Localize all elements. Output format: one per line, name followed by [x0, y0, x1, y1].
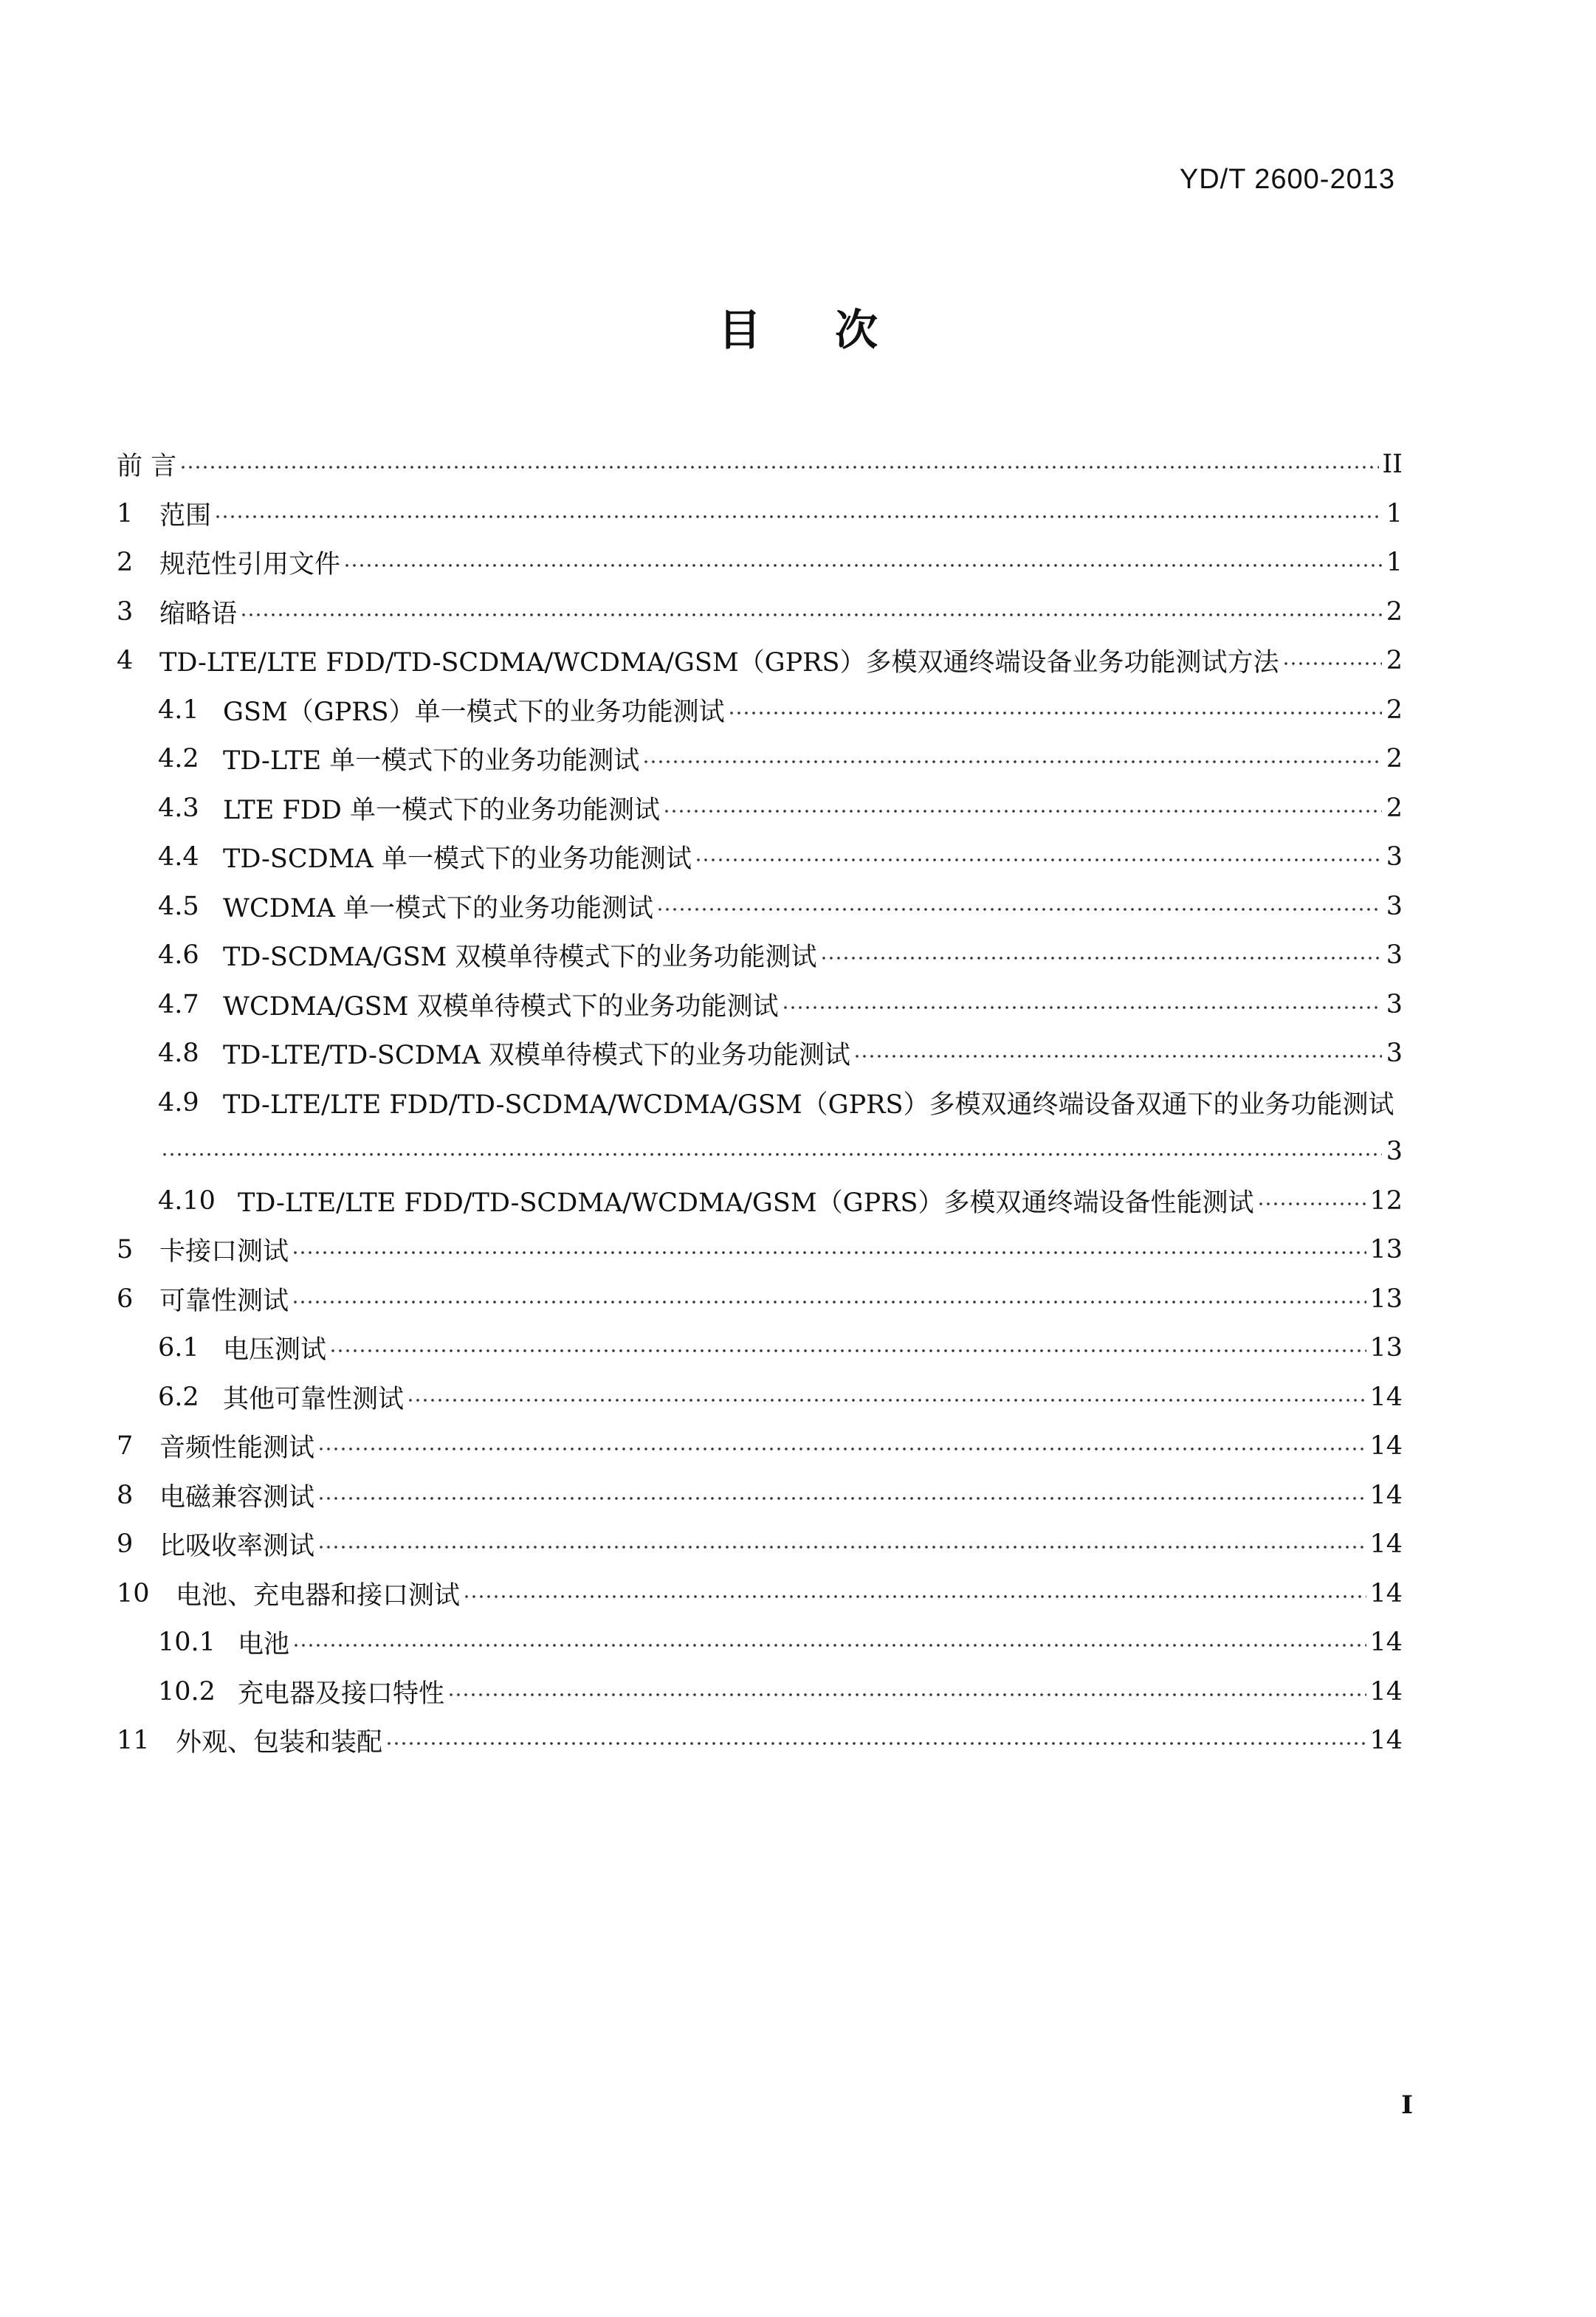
- toc-entry-number: 10.2: [158, 1676, 216, 1707]
- toc-entry-page: 14: [1369, 1578, 1403, 1608]
- dot-leader: [782, 1005, 1382, 1010]
- toc-entry-number: 4: [117, 646, 134, 676]
- toc-entry-4-2[interactable]: [117, 734, 1403, 784]
- toc-entry-number: 7: [117, 1431, 134, 1462]
- toc-entry-4-5[interactable]: [117, 882, 1403, 932]
- toc-entry-title: TD-SCDMA 单一模式下的业务功能测试: [223, 844, 692, 875]
- dot-leader: [317, 1496, 1366, 1501]
- toc-entry-6[interactable]: [117, 1275, 1403, 1324]
- toc-entry-page: 3: [1386, 1039, 1403, 1069]
- toc-entry-title: 前 言: [117, 452, 177, 482]
- toc-entry-page: 14: [1369, 1480, 1403, 1510]
- toc-entry-7[interactable]: [117, 1422, 1403, 1471]
- toc-entry-title: TD-SCDMA/GSM 双模单待模式下的业务功能测试: [223, 943, 817, 973]
- toc-entry-number: 4.4: [158, 842, 199, 872]
- toc-entry-page: 14: [1369, 1676, 1403, 1707]
- toc-entry-number: 6.1: [158, 1333, 199, 1363]
- toc-entry-number: 6: [117, 1284, 134, 1314]
- toc-entry-page: 13: [1369, 1333, 1403, 1363]
- toc-entry-title: 外观、包装和装配: [176, 1728, 383, 1758]
- toc-entry-4-6[interactable]: [117, 931, 1403, 980]
- toc-entry-title: 电磁兼容测试: [159, 1482, 315, 1512]
- dot-leader: [1282, 661, 1382, 666]
- toc-entry-11[interactable]: [117, 1716, 1403, 1766]
- toc-entry-title: TD-LTE/LTE FDD/TD-SCDMA/WCDMA/GSM（GPRS）多模双通终端设备性能测试: [238, 1188, 1254, 1218]
- dot-leader: [317, 1545, 1366, 1549]
- toc-entry-number: 4.6: [158, 940, 199, 971]
- dot-leader: [292, 1250, 1366, 1255]
- toc-entry-page: 13: [1369, 1235, 1403, 1265]
- toc-entry-9[interactable]: [117, 1520, 1403, 1569]
- toc-entry-4-10[interactable]: [117, 1177, 1403, 1226]
- toc-entry-title: 缩略语: [159, 599, 238, 629]
- toc-entry-title: 音频性能测试: [159, 1433, 315, 1464]
- toc-entry-page: 2: [1386, 793, 1403, 823]
- toc-entry-number: 6.2: [158, 1382, 199, 1412]
- toc-entry-4[interactable]: [117, 636, 1403, 686]
- toc-entry-number: 4.3: [158, 793, 199, 823]
- dot-leader: [240, 613, 1382, 617]
- dot-leader: [292, 1643, 1366, 1648]
- toc-entry-8[interactable]: [117, 1471, 1403, 1521]
- toc-entry-number: 10: [117, 1578, 150, 1608]
- toc-entry-number: 4.9: [158, 1087, 199, 1118]
- toc-entry-4-4[interactable]: [117, 833, 1403, 882]
- toc-entry-title: 比吸收率测试: [159, 1532, 315, 1562]
- toc-entry-4-8[interactable]: [117, 1029, 1403, 1078]
- toc-entry-title: 其他可靠性测试: [223, 1384, 405, 1414]
- toc-entry-4-3[interactable]: [117, 784, 1403, 833]
- dot-leader: [853, 1054, 1382, 1058]
- toc-entry-6-1[interactable]: [117, 1323, 1403, 1373]
- toc-entry-2[interactable]: [117, 538, 1403, 588]
- toc-entry-1[interactable]: [117, 489, 1403, 539]
- dot-leader: [292, 1300, 1366, 1304]
- toc-entry-page: 1: [1386, 498, 1403, 529]
- toc-entry-10-2[interactable]: [117, 1667, 1403, 1717]
- dot-leader: [695, 858, 1382, 862]
- toc-entry-page: 1: [1386, 548, 1403, 578]
- toc-entry-number: 3: [117, 596, 134, 627]
- dot-leader: [663, 809, 1382, 813]
- dot-leader: [656, 907, 1382, 912]
- dot-leader: [407, 1398, 1366, 1402]
- toc-entry-10-1[interactable]: [117, 1618, 1403, 1667]
- toc-entry-page: 3: [1386, 842, 1403, 872]
- toc-entry-number: 4.10: [158, 1185, 216, 1216]
- toc-entry-title: 可靠性测试: [159, 1286, 289, 1316]
- toc-entry-4-7[interactable]: [117, 980, 1403, 1030]
- dot-leader: [463, 1594, 1366, 1599]
- toc-entry-title: GSM（GPRS）单一模式下的业务功能测试: [223, 697, 725, 727]
- toc-entry-title: TD-LTE/LTE FDD/TD-SCDMA/WCDMA/GSM（GPRS）多模双通终端设备双通下的业务功能测试: [223, 1089, 1394, 1120]
- toc-entry-page: 2: [1386, 646, 1403, 676]
- toc-entry-page: 2: [1386, 744, 1403, 774]
- toc-entry-page: 12: [1369, 1185, 1403, 1216]
- toc-entry-title: 电池、充电器和接口测试: [176, 1580, 461, 1611]
- dot-leader: [161, 1152, 1382, 1157]
- toc-title: 目次: [718, 305, 952, 355]
- toc-entry-page: 14: [1369, 1529, 1403, 1560]
- toc-entry-number: 4.5: [158, 891, 199, 921]
- toc-entry-4-1[interactable]: [117, 686, 1403, 735]
- toc-entry-5[interactable]: [117, 1225, 1403, 1275]
- toc-entry-page: 3: [1386, 940, 1403, 971]
- toc-entry-page: 3: [1386, 1137, 1403, 1167]
- dot-leader: [447, 1693, 1366, 1697]
- toc-entry-number: 4.8: [158, 1039, 199, 1069]
- toc-entry-number: 4.7: [158, 989, 199, 1019]
- toc-entry-title: 电池: [238, 1630, 290, 1660]
- toc-entry-number: 5: [117, 1235, 134, 1265]
- dot-leader: [343, 563, 1382, 568]
- toc-entry-4-9[interactable]: [117, 1078, 1403, 1128]
- dot-leader: [820, 956, 1382, 960]
- toc-entry-title: 充电器及接口特性: [238, 1679, 445, 1709]
- toc-entry-number: 9: [117, 1529, 134, 1560]
- toc-entry-title: TD-LTE/LTE FDD/TD-SCDMA/WCDMA/GSM（GPRS）多模双通终端设备业务功能测试方法: [159, 648, 1279, 678]
- toc-entry-page: 3: [1386, 891, 1403, 921]
- toc-entry-title: 电压测试: [223, 1335, 327, 1366]
- toc-entry-10[interactable]: [117, 1569, 1403, 1619]
- toc-entry-page: II: [1382, 450, 1403, 480]
- toc-entry-number: 4.1: [158, 695, 199, 725]
- toc-entry-title: LTE FDD 单一模式下的业务功能测试: [223, 795, 660, 825]
- dot-leader: [329, 1349, 1366, 1353]
- toc-entry-foreword[interactable]: [117, 440, 1403, 489]
- toc-entry-4-9-continuation[interactable]: [117, 1127, 1403, 1177]
- toc-entry-title: TD-LTE/TD-SCDMA 双模单待模式下的业务功能测试: [223, 1041, 850, 1071]
- toc-entry-page: 14: [1369, 1726, 1403, 1756]
- toc-entry-page: 2: [1386, 695, 1403, 725]
- dot-leader: [214, 514, 1382, 519]
- toc-entry-number: 2: [117, 548, 134, 578]
- toc-entry-page: 2: [1386, 596, 1403, 627]
- dot-leader: [385, 1741, 1366, 1746]
- toc-entry-page: 14: [1369, 1431, 1403, 1462]
- toc-entry-number: 10.1: [158, 1628, 216, 1658]
- toc-entry-number: 1: [117, 498, 134, 529]
- toc-entry-title: WCDMA 单一模式下的业务功能测试: [223, 893, 654, 923]
- table-of-contents: [117, 440, 1403, 1766]
- toc-entry-page: 14: [1369, 1628, 1403, 1658]
- dot-leader: [317, 1447, 1366, 1451]
- dot-leader: [179, 465, 1379, 469]
- toc-entry-number: 11: [117, 1726, 150, 1756]
- dot-leader: [1257, 1202, 1367, 1206]
- dot-leader: [642, 760, 1382, 764]
- toc-entry-title: TD-LTE 单一模式下的业务功能测试: [223, 746, 640, 777]
- toc-entry-title: 范围: [159, 500, 212, 531]
- toc-entry-page: 14: [1369, 1382, 1403, 1412]
- page-number: I: [1401, 2090, 1413, 2120]
- toc-entry-number: 8: [117, 1480, 134, 1510]
- dot-leader: [728, 711, 1382, 715]
- document-code: YD/T 2600-2013: [1179, 164, 1395, 195]
- toc-entry-title: 规范性引用文件: [159, 550, 341, 580]
- toc-entry-page: 13: [1369, 1284, 1403, 1314]
- toc-entry-3[interactable]: [117, 588, 1403, 637]
- toc-entry-title: WCDMA/GSM 双模单待模式下的业务功能测试: [223, 991, 779, 1022]
- toc-entry-6-2[interactable]: [117, 1373, 1403, 1422]
- toc-entry-title: 卡接口测试: [159, 1237, 289, 1267]
- toc-entry-number: 4.2: [158, 744, 199, 774]
- toc-entry-page: 3: [1386, 989, 1403, 1019]
